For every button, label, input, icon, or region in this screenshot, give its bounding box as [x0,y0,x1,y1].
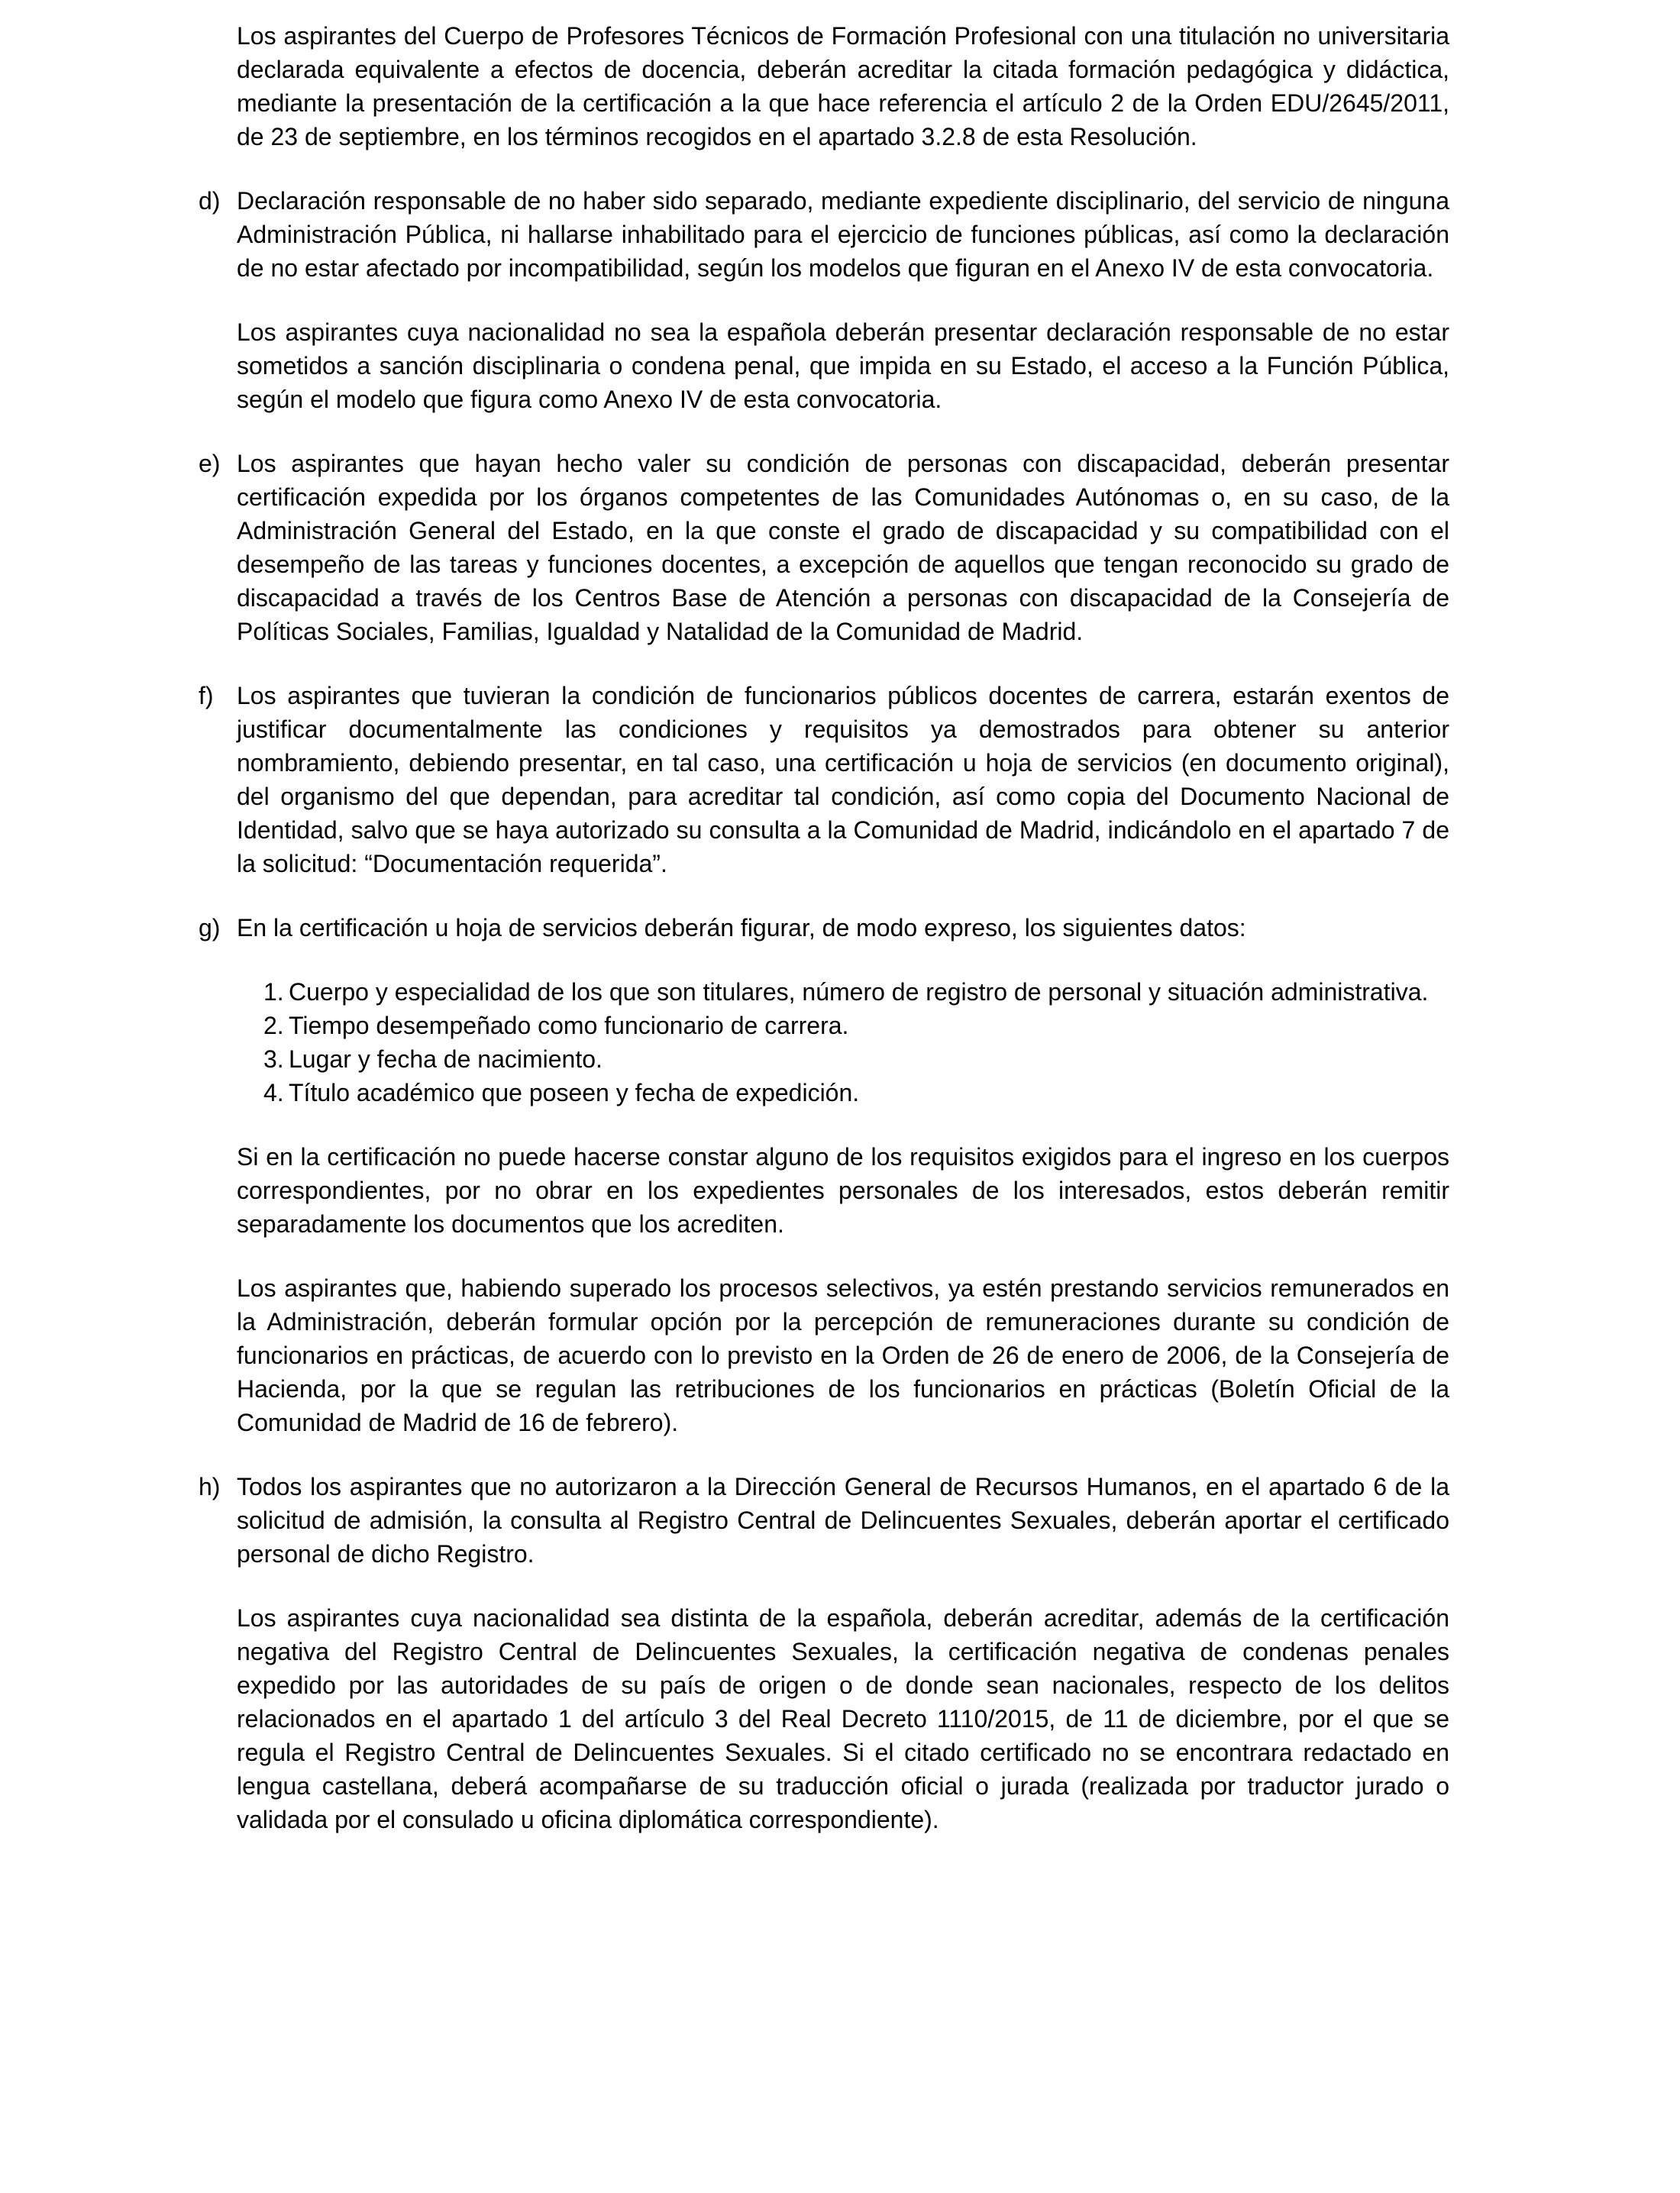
list-item-g [199,911,1449,945]
sublist-item-4 [237,1076,1449,1109]
sublist-marker-2: 2. [263,1012,284,1039]
list-item-h [199,1470,1449,1571]
list-item-e [199,447,1449,648]
list-marker-g: g) [199,914,221,941]
list-item-g-text: En la certificación u hoja de servicios deberán figurar, de modo expreso, los siguientes datos: [237,914,1246,941]
sublist-marker-1: 1. [263,978,284,1006]
list-marker-h: h) [199,1473,221,1500]
list-item-h-text: Todos los aspirantes que no autorizaron a la Dirección General de Recursos Humanos, en el apartado 6 de la solicitud de admisión, la consulta al Registro Central de Delincuentes Sexuales, deberán aportar el certificado personal de dicho Registro. [237,1473,1449,1568]
list-item-e-text: Los aspirantes que hayan hecho valer su condición de personas con discapacidad, deberán presentar certificación expedida por los órganos competentes de las Comunidades Autónomas o, en su caso, de la Administración General del Estado, en la que conste el grado de discapacidad y su compatibilidad con el desempeño de las tareas y funciones docentes, a excepción de aquellos que tengan reconocido su grado de discapacidad a través de los Centros Base de Atención a personas con discapacidad de la Consejería de Políticas Sociales, Familias, Igualdad y Natalidad de la Comunidad de Madrid. [237,450,1449,645]
sublist-item-1-text: Cuerpo y especialidad de los que son titulares, número de registro de personal y situación administrativa. [289,978,1429,1006]
list-item-d-text: Declaración responsable de no haber sido separado, mediante expediente disciplinario, del servicio de ninguna Administración Pública, ni hallarse inhabilitado para el ejercicio de funciones públicas, así como la declaración de no estar afectado por incompatibilidad, según los modelos que figuran en el Anexo IV de esta convocatoria. [237,187,1449,282]
paragraph-foreign-nationality-certificate: Los aspirantes cuya nacionalidad sea distinta de la española, deberán acreditar, además de la certificación negativa del Registro Central de Delincuentes Sexuales, la certificación negativa de condenas penales expedido por las autoridades de su país de origen o de donde sean nacionales, respecto de los delitos relacionados en el apartado 1 del artículo 3 del Real Decreto 1110/2015, de 11 de diciembre, por el que se regula el Registro Central de Delincuentes Sexuales. Si el citado certificado no se encontrara redactado en lengua castellana, deberá acompañarse de su traducción oficial o jurada (realizada por traductor jurado o validada por el consulado u oficina diplomática correspondiente). [237,1604,1449,1833]
list-item-f-text: Los aspirantes que tuvieran la condición de funcionarios públicos docentes de carrera, estarán exentos de justificar documentalmente las condiciones y requisitos ya demostrados para obtener su anterior nombramiento, debiendo presentar, en tal caso, una certificación u hoja de servicios (en documento original), del organismo del que dependan, para acreditar tal condición, así como copia del Documento Nacional de Identidad, salvo que se haya autorizado su consulta a la Comunidad de Madrid, indicándolo en el apartado 7 de la solicitud: “Documentación requerida”. [237,682,1449,877]
paragraph-remuneration-option: Los aspirantes que, habiendo superado los procesos selectivos, ya estén prestando servicios remunerados en la Administración, deberán formular opción por la percepción de remuneraciones durante su condición de funcionarios en prácticas, de acuerdo con lo previsto en la Orden de 26 de enero de 2006, de la Consejería de Hacienda, por la que se regulan las retribuciones de los funcionarios en prácticas (Boletín Oficial de la Comunidad de Madrid de 16 de febrero). [237,1274,1449,1436]
list-marker-f: f) [199,682,214,709]
list-marker-d: d) [199,187,221,215]
sublist-item-1 [237,975,1449,1009]
paragraph-certification-missing-requirements: Si en la certificación no puede hacerse constar alguno de los requisitos exigidos para el ingreso en los cuerpos correspondientes, por no obrar en los expedientes personales de los interesados, estos deberán remitir separadamente los documentos que los acrediten. [237,1143,1449,1238]
paragraph-nationality-not-spanish: Los aspirantes cuya nacionalidad no sea la española deberán presentar declaración responsable de no estar sometidos a sanción disciplinaria o condena penal, que impida en su Estado, el acceso a la Función Pública, según el modelo que figura como Anexo IV de esta convocatoria. [237,318,1449,413]
intro-paragraph: Los aspirantes del Cuerpo de Profesores Técnicos de Formación Profesional con una titulación no universitaria declarada equivalente a efectos de docencia, deberán acreditar la citada formación pedagógica y didáctica, mediante la presentación de la certificación a la que hace referencia el artículo 2 de la Orden EDU/2645/2011, de 23 de septiembre, en los términos recogidos en el apartado 3.2.8 de esta Resolución. [237,22,1449,150]
sublist-item-2-text: Tiempo desempeñado como funcionario de carrera. [289,1012,849,1039]
sublist-marker-4: 4. [263,1079,284,1106]
sublist-item-3 [237,1042,1449,1076]
sublist-item-4-text: Título académico que poseen y fecha de expedición. [289,1079,860,1106]
list-item-f [199,679,1449,880]
sublist-item-3-text: Lugar y fecha de nacimiento. [289,1045,603,1073]
list-item-d [199,184,1449,285]
sublist-item-2 [237,1009,1449,1042]
list-marker-e: e) [199,450,221,477]
document-text-column [199,19,1449,1836]
sublist-marker-3: 3. [263,1045,284,1073]
